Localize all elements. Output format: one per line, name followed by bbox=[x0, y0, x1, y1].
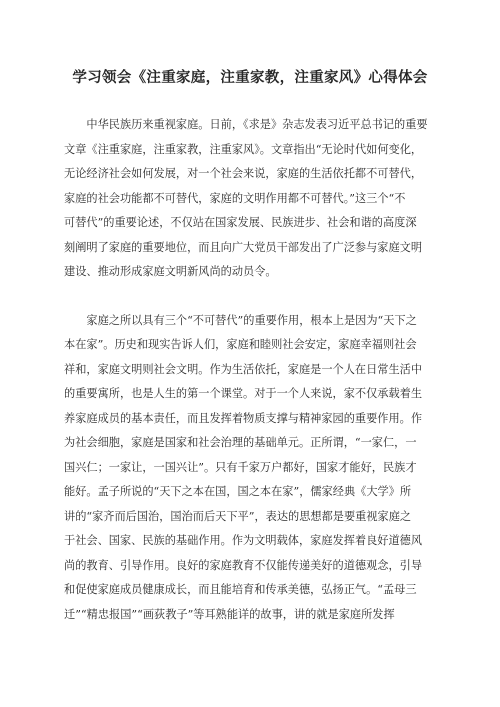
paragraph-line: 中华民族历来重视家庭。日前，《求是》杂志发表习近平总书记的重要 bbox=[86, 118, 428, 131]
paragraph-line: 建设、推动形成家庭文明新风尚的动员令。 bbox=[64, 265, 277, 278]
paragraph-gap bbox=[64, 285, 436, 309]
paragraph-line: 无论经济社会如何发展，对一个社会来说，家庭的生活依托都不可替代， bbox=[64, 167, 423, 180]
paragraph-line: 于社会、国家、民族的基础作用。作为文明载体，家庭发挥着良好道德风 bbox=[64, 534, 423, 547]
paragraph-line: 本在家”。历史和现实告诉人们，家庭和睦则社会安定，家庭幸福则社会 bbox=[64, 338, 417, 351]
paragraph-line: 迁”“精忠报国”“画荻教子”等耳熟能详的故事，讲的就是家庭所发挥 bbox=[64, 607, 395, 621]
paragraph-line: 刻阐明了家庭的重要地位，而且向广大党员干部发出了广泛参与家庭文明 bbox=[64, 240, 423, 254]
document-title: 学习领会《注重家庭，注重家教，注重家风》心得体会 bbox=[72, 69, 428, 86]
paragraph-line: 文章《注重家庭，注重家教，注重家风》。文章指出“无论时代如何变化， bbox=[64, 142, 423, 156]
paragraph-line: 能好。孟子所说的“天下之本在国，国之本在家”，儒家经典《大学》所 bbox=[64, 485, 412, 498]
paragraph-2 bbox=[64, 309, 436, 628]
paragraph-line: 可替代”的重要论述，不仅站在国家发展、民族进步、社会和谐的高度深 bbox=[64, 216, 417, 229]
paragraph-line: 为社会细胞，家庭是国家和社会治理的基础单元。正所谓，“一家仁，一 bbox=[64, 436, 417, 449]
paragraph-line: 和促使家庭成员健康成长，而且能培育和传承美德，弘扬正气。“孟母三 bbox=[64, 583, 417, 596]
paragraph-line: 家庭之所以具有三个“不可替代”的重要作用，根本上是因为“天下之 bbox=[86, 313, 417, 327]
paragraph-line: 祥和，家庭文明则社会文明。作为生活依托，家庭是一个人在日常生活中 bbox=[64, 362, 423, 376]
paragraph-1 bbox=[64, 113, 436, 285]
paragraph-line: 养家庭成员的基本责任，而且发挥着物质支撑与精神家园的重要作用。作 bbox=[64, 411, 423, 425]
paragraph-line: 尚的教育、引导作用。良好的家庭教育不仅能传递美好的道德观念，引导 bbox=[64, 558, 423, 572]
paragraph-line: 国兴仁；一家让，一国兴让”。只有千家万户都好，国家才能好，民族才 bbox=[64, 460, 417, 474]
paragraph-line: 讲的“家齐而后国治，国治而后天下平”，表达的思想都是要重视家庭之 bbox=[64, 509, 412, 523]
paragraph-line: 家庭的社会功能都不可替代，家庭的文明作用都不可替代。”这三个“不 bbox=[64, 191, 406, 205]
paragraph-line: 的重要寓所，也是人生的第一个课堂。对于一个人来说，家不仅承载着生 bbox=[64, 387, 423, 400]
